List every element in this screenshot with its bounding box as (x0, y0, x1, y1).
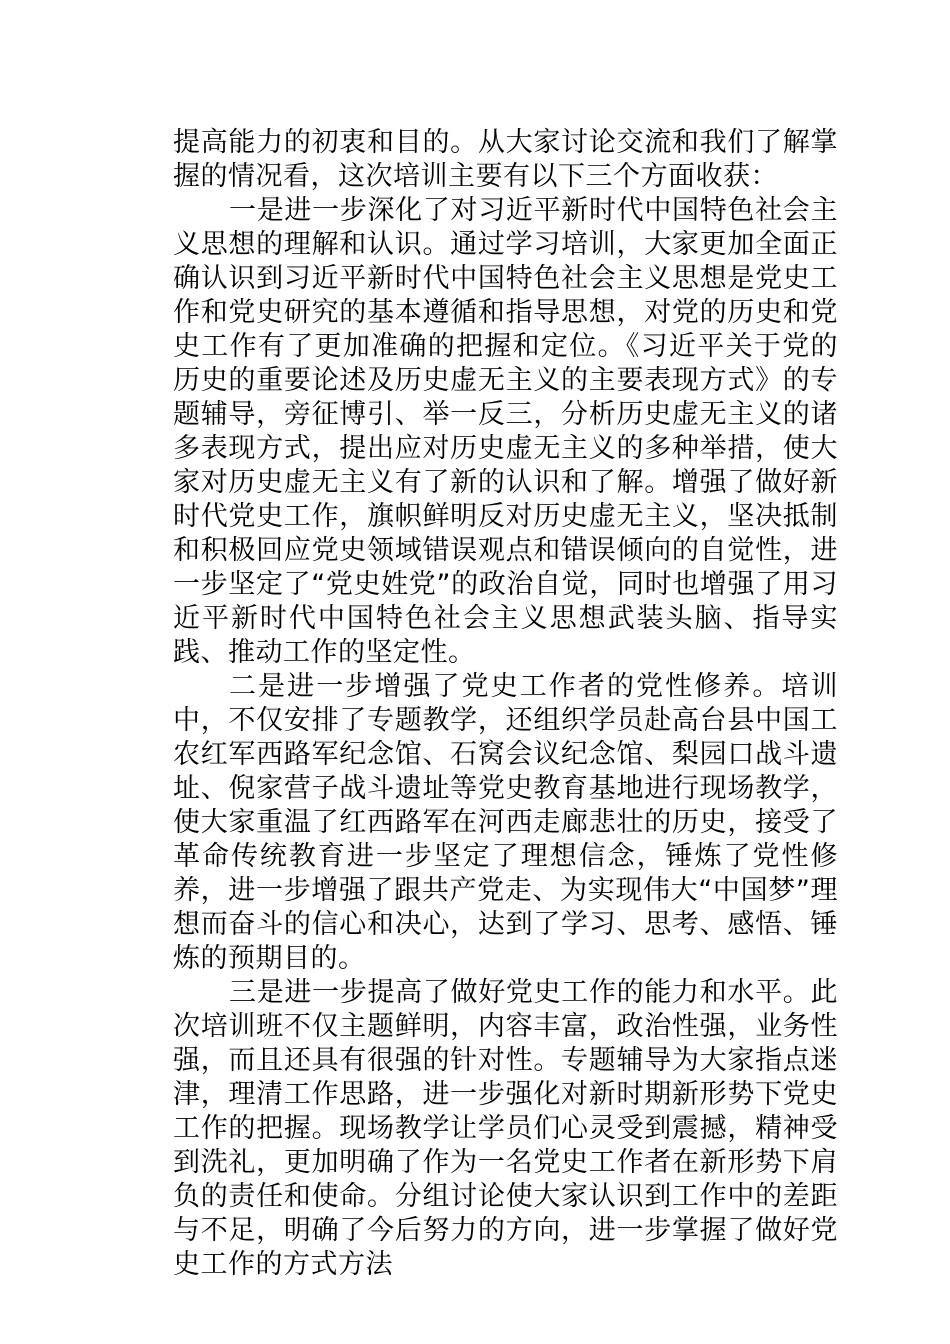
paragraph-gain-two: 二是进一步增强了党史工作者的党性修养。培训中，不仅安排了专题教学，还组织学员赴高台县中国工农红军西路军纪念馆、石窝会议纪念馆、梨园口战斗遗址、倪家营子战斗遗址等党史教育基地进行现场教学，使大家重温了红西路军在河西走廊悲壮的历史，接受了革命传统教育进一步坚定了理想信念，锤炼了党性修养，进一步增强了跟共产党走、为实现伟大“中国梦”理想而奋斗的信心和决心，达到了学习、思考、感悟、锤炼的预期目的。 (173, 671, 838, 974)
paragraph-gain-one: 一是进一步深化了对习近平新时代中国特色社会主义思想的理解和认识。通过学习培训，大家更加全面正确认识到习近平新时代中国特色社会主义思想是党史工作和党史研究的基本遵循和指导思想，对党的历史和党史工作有了更加准确的把握和定位。《习近平关于党的历史的重要论述及历史虚无主义的主要表现方式》的专题辅导，旁征博引、举一反三，分析历史虚无主义的诸多表现方式，提出应对历史虚无主义的多种举措，使大家对历史虚无主义有了新的认识和了解。增强了做好新时代党史工作，旗帜鲜明反对历史虚无主义，坚决抵制和积极回应党史领域错误观点和错误倾向的自觉性，进一步坚定了“党史姓党”的政治自觉，同时也增强了用习近平新时代中国特色社会主义思想武装头脑、指导实践、推动工作的坚定性。 (173, 195, 838, 668)
paragraph-gain-three: 三是进一步提高了做好党史工作的能力和水平。此次培训班不仅主题鲜明，内容丰富，政治性强，业务性强，而且还具有很强的针对性。专题辅导为大家指点迷津，理清工作思路，进一步强化对新时期新形势下党史工作的把握。现场教学让学员们心灵受到震撼，精神受到洗礼，更加明确了作为一名党史工作者在新形势下肩负的责任和使命。分组讨论使大家认识到工作中的差距与不足，明确了今后努力的方向，进一步掌握了做好党史工作的方式方法 (173, 977, 838, 1280)
document-body (173, 126, 838, 1282)
paragraph-intro: 提高能力的初衷和目的。从大家讨论交流和我们了解掌握的情况看，这次培训主要有以下三个方面收获： (173, 127, 838, 192)
